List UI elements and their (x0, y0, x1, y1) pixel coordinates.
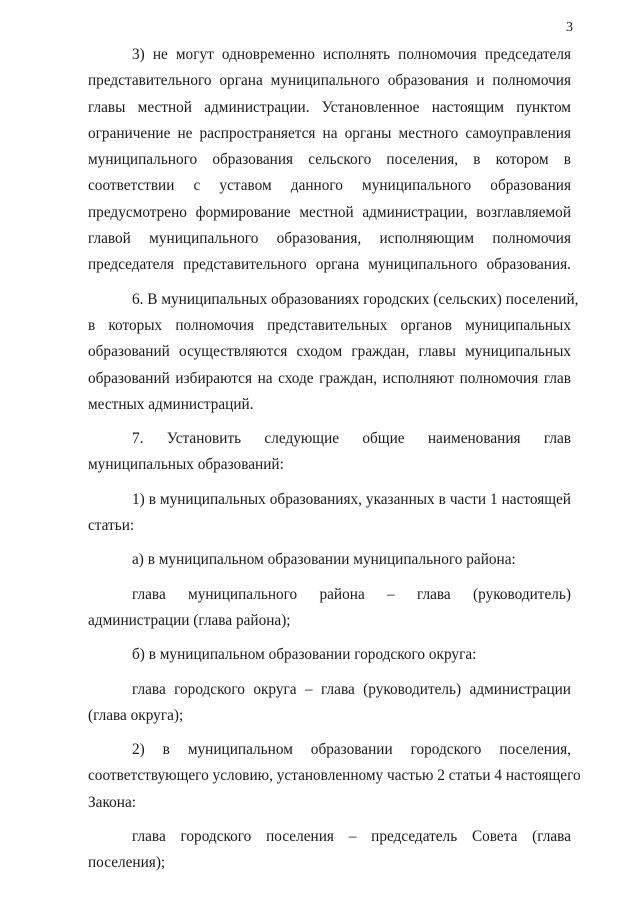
text-line: 3) не могут одновременно исполнять полномочия председателя (132, 46, 571, 63)
text-line: глава городского округа – глава (руководитель) администрации (132, 680, 571, 698)
text-line: поселения); (88, 854, 166, 872)
text-line: главы местной администрации. Установленное настоящим пунктом (88, 98, 571, 116)
text-line: председателя представительного органа муниципального образования. (88, 256, 571, 274)
paragraph-item-3 (88, 42, 571, 279)
text-line: соответствующего условию, установленному частью 2 статьи 4 настоящего (88, 767, 581, 785)
text-line: статьи: (88, 517, 135, 535)
text-line: предусмотрено формирование местной администрации, возглавляемой (88, 203, 571, 221)
text-line: представительного органа муниципального образования и полномочия (88, 72, 571, 90)
paragraph-subitem-a (88, 547, 571, 573)
paragraph-item-1 (88, 487, 571, 540)
text-line: образований осуществляются сходом граждан, главы муниципальных (88, 343, 571, 361)
paragraph-part-7 (88, 426, 571, 479)
paragraph-item-2 (88, 737, 581, 816)
text-line: муниципальных образований: (88, 456, 284, 474)
paragraph-subitem-b (88, 642, 571, 668)
text-line: (глава округа); (88, 706, 184, 724)
text-line: 2) в муниципальном образовании городского поселения, (132, 741, 571, 759)
paragraph-okrug-head (88, 677, 571, 730)
text-line: администрации (глава района); (88, 611, 291, 629)
text-line: местных администраций. (88, 395, 254, 413)
page-number: 3 (566, 20, 573, 35)
text-line: глава городского поселения – председатель Совета (глава (132, 828, 571, 846)
text-line: муниципального образования сельского поселения, в котором в (88, 151, 571, 169)
text-line: б) в муниципальном образовании городского округа: (132, 646, 477, 664)
paragraph-settlement-head (88, 824, 571, 877)
text-line: в которых полномочия представительных органов муниципальных (88, 316, 571, 334)
text-line: главой муниципального образования, исполняющим полномочия (88, 230, 571, 248)
text-line: а) в муниципальном образовании муниципального района: (132, 551, 516, 569)
text-line: соответствии с уставом данного муниципального образования (88, 177, 571, 195)
document-body (88, 42, 581, 877)
paragraph-part-6 (88, 287, 579, 418)
text-line: 6. В муниципальных образованиях городских (сельских) поселений, (132, 290, 579, 308)
text-line: Закона: (88, 793, 136, 811)
text-line: 7. Установить следующие общие наименования глав (132, 430, 571, 448)
text-line: образований избираются на сходе граждан, исполняют полномочия глав (88, 369, 571, 387)
paragraph-district-head (88, 582, 571, 635)
text-line: ограничение не распространяется на органы местного самоуправления (88, 124, 571, 142)
text-line: глава муниципального района – глава (руководитель) (132, 585, 571, 603)
text-line: 1) в муниципальных образованиях, указанных в части 1 настоящей (132, 490, 571, 508)
